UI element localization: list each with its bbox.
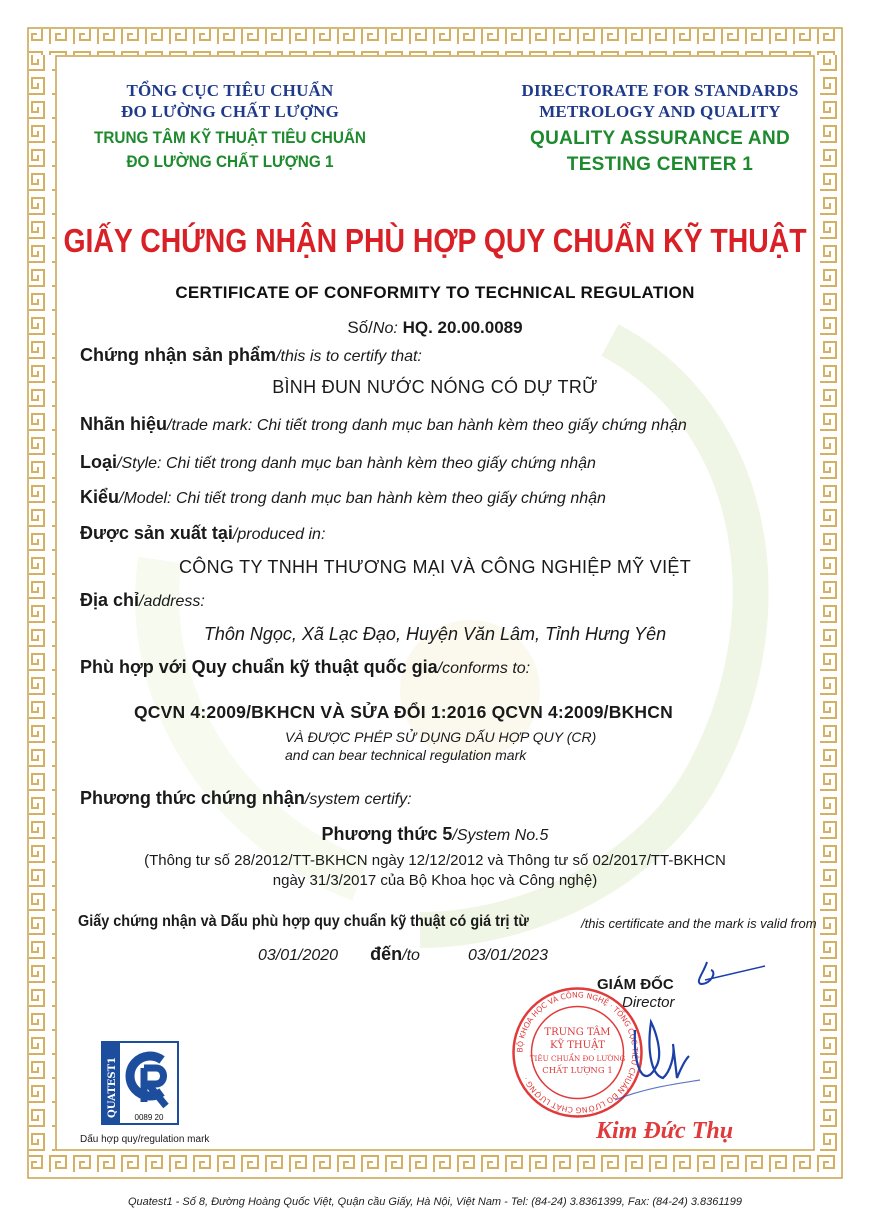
trademark-label: Nhãn hiệu (80, 414, 168, 434)
address-value: Thôn Ngọc, Xã Lạc Đạo, Huyện Văn Lâm, Tỉnh Hưng Yên (203, 624, 667, 644)
system-value-en: /System No.5 (452, 827, 549, 844)
regulation-mark-vn: VÀ ĐƯỢC PHÉP SỬ DỤNG DẤU HỢP QUY (CR) (285, 729, 597, 745)
system-value (0, 824, 870, 845)
address-label: Địa chỉ (80, 590, 140, 610)
validity-line (78, 913, 563, 931)
number-label: Số/ (347, 318, 373, 337)
address-label-line (80, 590, 205, 611)
style-value: Chi tiết trong danh mục ban hành kèm theo giấy chứng nhận (165, 455, 596, 472)
model-label-en: /Model: (119, 490, 172, 507)
system-label-en: /system certify: (304, 791, 412, 808)
valid-to-date: 03/01/2023 (467, 947, 549, 964)
cr-regulation-mark-logo (100, 1040, 180, 1126)
certificate-title-vietnamese: GIẤY CHỨNG NHẬN PHÙ HỢP QUY CHUẨN KỸ THUẬT (63, 222, 807, 259)
style-label: Loại (80, 452, 118, 472)
address-label-en: /address: (139, 593, 205, 610)
conforms-label: Phù hợp với Quy chuẩn kỹ thuật quốc gia (80, 657, 438, 677)
logo-code: 0089 20 (134, 1113, 164, 1122)
conforms-label-line (80, 657, 530, 678)
logo-side-text: QUATEST1 (107, 1056, 118, 1118)
system-note-1: (Thông tư số 28/2012/TT-BKHCN ngày 12/12/2012 và Thông tư số 02/2017/TT-BKHCN (144, 852, 726, 869)
seal-ring-text: BỘ KHOA HỌC VÀ CÔNG NGHỆ · TỔNG CỤC TIÊU CHUẨN ĐO LƯỜNG CHẤT LƯỢNG · (515, 990, 640, 1115)
director-signature (615, 960, 815, 1130)
model-label: Kiểu (80, 487, 120, 507)
seal-text-1: TRUNG TÂM (544, 1027, 611, 1038)
issuer-english (470, 80, 850, 177)
trademark-value: Chi tiết trong danh mục ban hành kèm theo giấy chứng nhận (256, 417, 687, 434)
seal-text-2: KỸ THUẬT (550, 1040, 605, 1051)
conforms-label-en: /conforms to: (437, 660, 531, 677)
valid-from-date: 03/01/2020 (258, 947, 339, 964)
number-value: HQ. 20.00.0089 (402, 318, 523, 337)
number-label-en: No: (372, 320, 398, 337)
system-value-vn: Phương thức 5 (321, 824, 453, 844)
product-value: BÌNH ĐUN NƯỚC NÓNG CÓ DỰ TRỮ (272, 377, 598, 397)
valid-to-vn: đến (370, 944, 403, 964)
director-name: Kim Đức Thụ (596, 1118, 734, 1144)
style-label-en: /Style: (117, 455, 162, 472)
system-label-line (80, 788, 412, 809)
validity-label: Giấy chứng nhận và Dấu phù hợp quy chuẩn kỹ thuật có giá trị từ (78, 913, 529, 930)
issuer-vn-line3: TRUNG TÂM KỸ THUẬT TIÊU CHUẨN (94, 127, 366, 147)
issuer-en-line3: QUALITY ASSURANCE AND (530, 127, 790, 149)
issuer-en-line2: METROLOGY AND QUALITY (539, 102, 781, 122)
issuer-vn-line2: ĐO LƯỜNG CHẤT LƯỢNG (120, 102, 340, 122)
issuer-vietnamese (60, 80, 400, 172)
trademark-line (80, 414, 687, 435)
issuer-en-line4: TESTING CENTER 1 (566, 154, 754, 176)
produced-label-en: /produced in: (232, 526, 326, 543)
issuer-vn-line4: ĐO LƯỜNG CHẤT LƯỢNG 1 (126, 151, 334, 171)
produced-label-line (80, 523, 325, 544)
footer-address: Quatest1 - Số 8, Đường Hoàng Quốc Việt, Quận cầu Giấy, Hà Nội, Việt Nam - Tel: (84-24) 3.8361399, Fax: (84-24) 3.8361199 (127, 1196, 743, 1208)
produced-label: Được sản xuất tại (80, 523, 233, 543)
style-line (80, 452, 596, 473)
regulation-mark-en: and can bear technical regulation mark (285, 747, 527, 763)
director-title-vn: GIÁM ĐỐC (597, 976, 674, 993)
validity-dates (258, 944, 548, 965)
model-line (80, 487, 606, 508)
logo-caption: Dấu hợp quy/regulation mark (80, 1134, 210, 1145)
issuer-en-line1: DIRECTORATE FOR STANDARDS (521, 81, 799, 100)
validity-label-en: /this certificate and the mark is valid from (581, 916, 817, 931)
certificate-number (0, 318, 870, 338)
product-label: Chứng nhận sản phẩm (80, 345, 277, 365)
seal-text-4: CHẤT LƯỢNG 1 (542, 1066, 613, 1076)
product-label-en: /this is to certify that: (276, 348, 422, 365)
model-value: Chi tiết trong danh mục ban hành kèm theo giấy chứng nhận (175, 490, 606, 507)
produced-value: CÔNG TY TNHH THƯƠNG MẠI VÀ CÔNG NGHIỆP MỸ VIỆT (178, 557, 691, 577)
valid-to-en: /to (402, 947, 420, 964)
issuer-vn-line1: TỔNG CỤC TIÊU CHUẨN (126, 81, 334, 100)
product-label-line (80, 345, 422, 366)
system-note-2: ngày 31/3/2017 của Bộ Khoa học và Công nghệ) (272, 872, 598, 889)
trademark-label-en: /trade mark: (167, 417, 253, 434)
director-title-en: Director (622, 994, 675, 1011)
certificate-title-english: CERTIFICATE OF CONFORMITY TO TECHNICAL REGULATION (175, 283, 695, 302)
seal-text-3: TIÊU CHUẨN ĐO LƯỜNG (529, 1054, 626, 1063)
system-label: Phương thức chứng nhận (80, 788, 305, 808)
conforms-standard: QCVN 4:2009/BKHCN VÀ SỬA ĐỔI 1:2016 QCVN 4:2009/BKHCN (134, 702, 673, 722)
